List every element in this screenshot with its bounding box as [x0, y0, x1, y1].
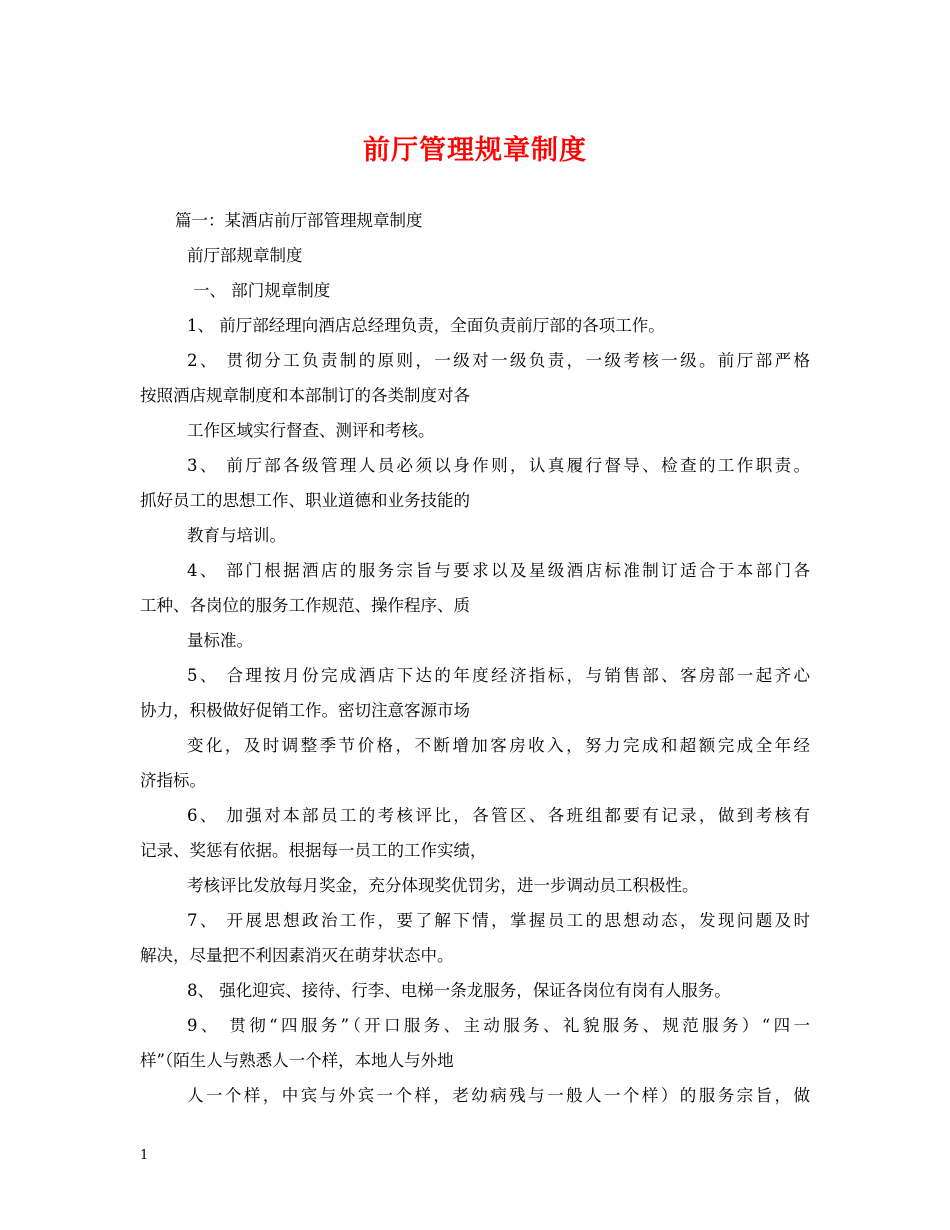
paragraph-line: 8、 强化迎宾、接待、行李、电梯一条龙服务，保证各岗位有岗有人服务。 — [187, 981, 731, 1000]
paragraph-line: 解决，尽量把不利因素消灭在萌芽状态中。 — [140, 946, 454, 965]
paragraph-line: 按照酒店规章制度和本部制订的各类制度对各 — [140, 386, 470, 405]
chapter-heading: 一、 部门规章制度 — [193, 281, 331, 300]
paragraph-line: 5、 合理按月份完成酒店下达的年度经济指标，与销售部、客房部一起齐心 — [187, 666, 810, 685]
paragraph-line: 7、 开展思想政治工作，要了解下情，掌握员工的思想动态，发现问题及时 — [187, 911, 810, 930]
paragraph-line: 协力，积极做好促销工作。密切注意客源市场 — [140, 701, 470, 720]
paragraph-line: 抓好员工的思想工作、职业道德和业务技能的 — [140, 491, 470, 510]
paragraph-line: 6、 加强对本部员工的考核评比，各管区、各班组都要有记录，做到考核有 — [187, 806, 810, 825]
paragraph-line: 记录、奖惩有依据。根据每一员工的工作实绩， — [140, 841, 487, 860]
paragraph-line: 工种、各岗位的服务工作规范、操作程序、质 — [140, 596, 470, 615]
paragraph-line: 4、 部门根据酒店的服务宗旨与要求以及星级酒店标准制订适合于本部门各 — [187, 561, 810, 580]
paragraph-line: 变化，及时调整季节价格，不断增加客房收入，努力完成和超额完成全年经 — [187, 736, 810, 755]
page-number: 1 — [140, 1148, 149, 1163]
paragraph-line: 考核评比发放每月奖金，充分体现奖优罚劣，进一步调动员工积极性。 — [187, 876, 699, 895]
paragraph-line: 2、 贯彻分工负责制的原则，一级对一级负责，一级考核一级。前厅部严格 — [187, 351, 810, 370]
document-title: 前厅管理规章制度 — [363, 135, 587, 166]
paragraph-line: 9、 贯彻“四服务”（开口服务、主动服务、礼貌服务、规范服务）“四一 — [187, 1016, 810, 1035]
paragraph-line: 济指标。 — [140, 771, 206, 790]
paragraph-line: 人一个样，中宾与外宾一个样，老幼病残与一般人一个样）的服务宗旨，做 — [187, 1086, 810, 1105]
paragraph-line: 3、 前厅部各级管理人员必须以身作则，认真履行督导、检查的工作职责。 — [187, 456, 810, 475]
paragraph-line: 教育与培训。 — [187, 526, 286, 545]
paragraph-line: 工作区域实行督查、测评和考核。 — [187, 421, 435, 440]
paragraph-line: 1、 前厅部经理向酒店总经理负责，全面负责前厅部的各项工作。 — [187, 316, 665, 335]
paragraph-line: 样”（陌生人与熟悉人一个样，本地人与外地 — [140, 1051, 454, 1070]
section-heading: 篇一：某酒店前厅部管理规章制度 — [175, 211, 423, 230]
subheading: 前厅部规章制度 — [187, 246, 303, 265]
paragraph-line: 量标准。 — [187, 631, 253, 650]
